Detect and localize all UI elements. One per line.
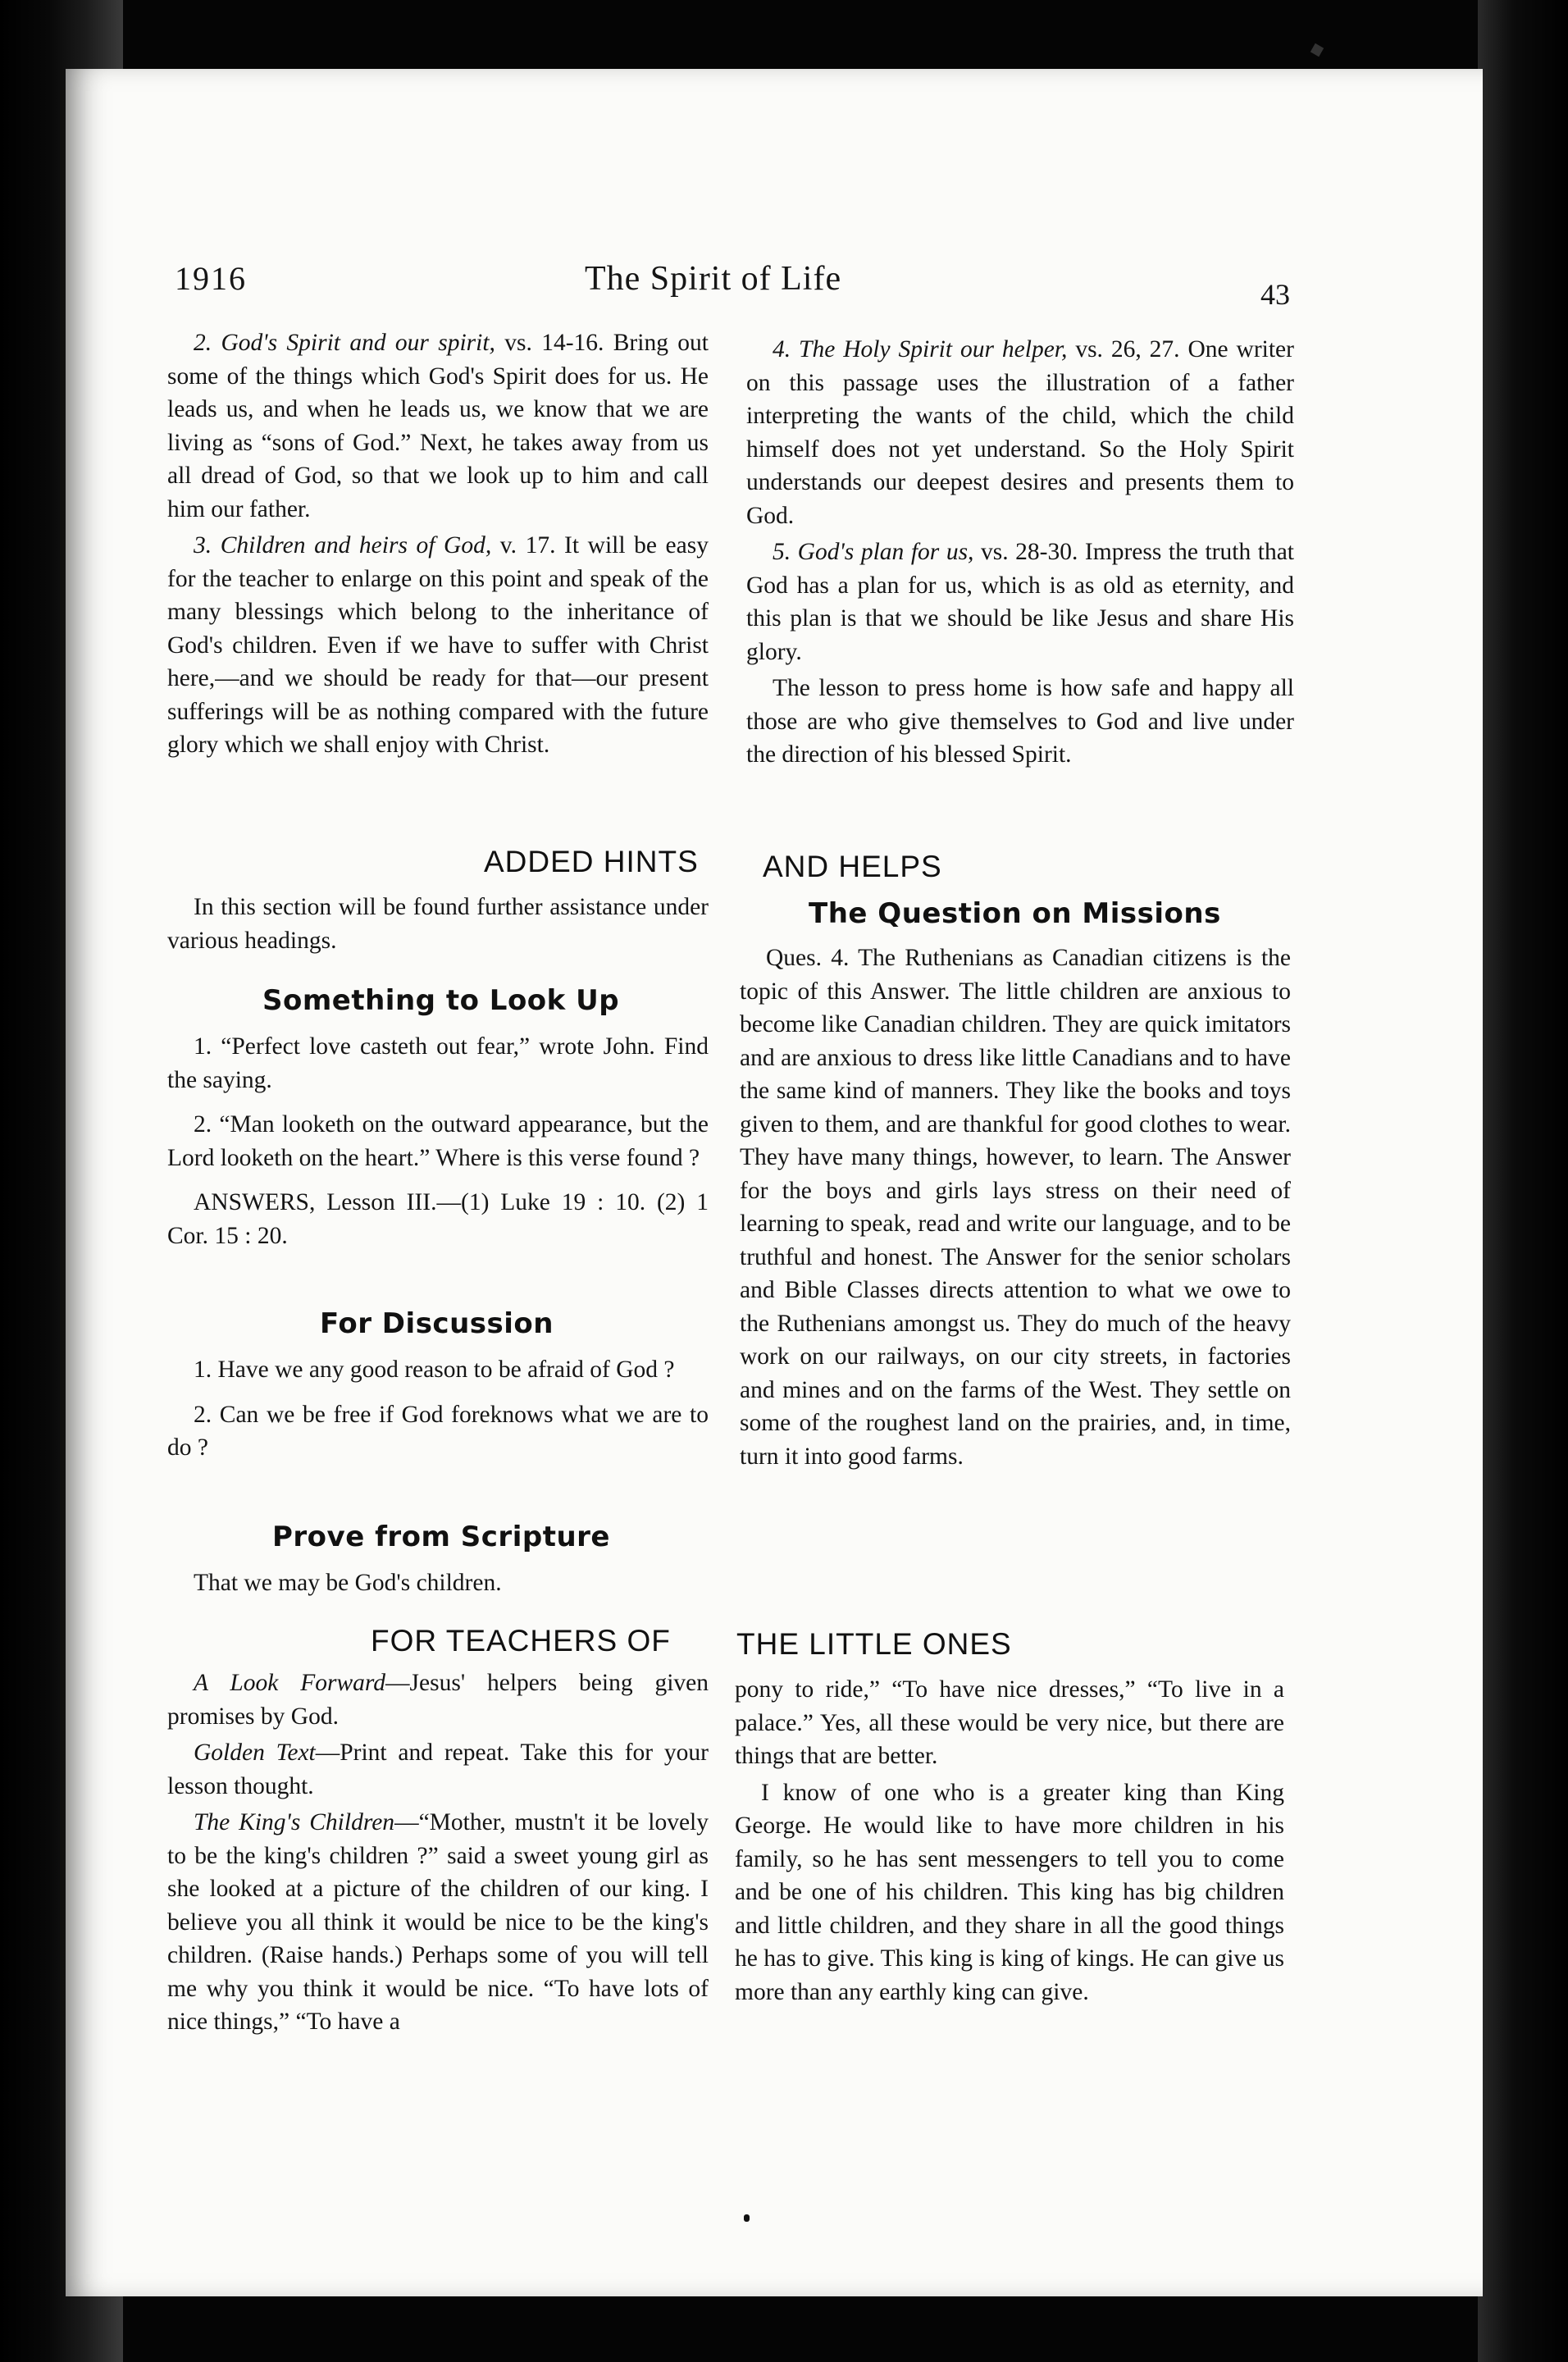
subheading-question-on-missions: The Question on Missions — [809, 897, 1221, 930]
paragraph-text: —Jesus' helpers being given promises by God. — [167, 1670, 709, 1730]
paragraph-greater-king: I know of one who is a greater king than King George. He would like to have more children in his family, so he has sent messengers to tell you to come and be one of his children. This king has big children and little children, and they share in all the good things he has to give. This king is king of kings. He can give us more than any earthly king can give. — [735, 1779, 1284, 2005]
subheading-for-discussion: For Discussion — [320, 1307, 554, 1340]
look-up-answers: ANSWERS, Lesson III.—(1) Luke 19 : 10. (2) 1 Cor. 15 : 20. — [167, 1189, 709, 1249]
little-ones-right-column — [735, 1673, 1284, 2009]
paragraph-text: —Print and repeat. Take this for your lesson thought. — [167, 1740, 709, 1799]
top-right-column — [746, 333, 1294, 772]
intro-text: In this section will be found further assistance under various headings. — [167, 894, 709, 954]
paragraph-italic-lead: 5. God's plan for us, — [773, 539, 974, 565]
paragraph-holy-spirit-helper — [746, 333, 1294, 532]
paragraph-golden-text — [167, 1736, 709, 1803]
paragraph-text: vs. 26, 27. One writer on this passage uses the illustration of a father interpreting the wants of the child, which the child himself does not yet understand. So the Holy Spirit understands our deepest desires and presents them to God. — [746, 336, 1294, 529]
paragraph-kings-children — [167, 1806, 709, 2039]
paragraph-italic-lead: 2. God's Spirit and our spirit, — [194, 330, 495, 356]
subheading-prove-from-scripture: Prove from Scripture — [272, 1521, 610, 1553]
paragraph-pony: pony to ride,” “To have nice dresses,” “To live in a palace.” Yes, all these would be very nice, but there are things that are better. — [735, 1676, 1284, 1769]
discussion-questions — [167, 1353, 709, 1465]
paragraph-gods-plan — [746, 536, 1294, 668]
top-left-column — [167, 326, 709, 762]
header-year: 1916 — [175, 260, 247, 297]
prove-text-block — [167, 1566, 709, 1600]
look-up-questions — [167, 1030, 709, 1252]
added-hints-intro — [167, 891, 709, 957]
paragraph-children-heirs — [167, 529, 709, 762]
paragraph-text: —“Mother, mustn't it be lovely to be the king's children ?” said a sweet young girl as she looked at a picture of the children of our king. I believe you all think it would be nice to be the king's children. (Raise hands.) Perhaps some of you will tell me why you think it would be nice. “To have lots of nice things,” “To have a — [167, 1809, 709, 2035]
discussion-q2: 2. Can we be free if God foreknows what we are to do ? — [167, 1401, 709, 1461]
section-heading-teachers-right: THE LITTLE ONES — [736, 1627, 1012, 1661]
look-up-q2: 2. “Man looketh on the outward appearance, but the Lord looketh on the heart.” Where is this verse found ? — [167, 1111, 709, 1171]
header-title: The Spirit of Life — [585, 260, 842, 298]
running-header — [175, 259, 1290, 317]
section-heading-added-hints-left: ADDED HINTS — [484, 845, 699, 878]
missions-text: Ques. 4. The Ruthenians as Canadian citizens is the topic of this Answer. The little children are anxious to become like Canadian children. They are quick imitators and are anxious to dress like little Canadians and to have the same kind of manners. They like the books and toys given to them, and are thankful for good clothes to wear. They have many things, however, to learn. The Answer for the boys and girls lays stress on their need of learning to speak, read and write our language, and to be truthful and honest. The Answer for the senior scholars and Bible Classes directs attention to what we owe to the Ruthenians amongst us. They do much of the heavy work on our railways, on our city streets, in factories and mines and on the farms of the West. They settle on some of the roughest land on the prairies, and, in time, turn it into good farms. — [740, 945, 1291, 1470]
missions-column — [740, 942, 1291, 1473]
paragraph-lesson-home: The lesson to press home is how safe and happy all those are who give themselves to God and live under the direction of his blessed Spirit. — [746, 675, 1294, 768]
paragraph-text: vs. 28-30. Impress the truth that God has a plan for us, which is as old as eternity, and this plan is that we should be like Jesus and share His glory. — [746, 539, 1294, 665]
paragraph-text: vs. 14-16. Bring out some of the things which God's Spirit does for us. He leads us, and when he leads us, we know that we are living as “sons of God.” Next, he takes away from us all dread of God, so that we look up to him and call him our father. — [167, 330, 709, 522]
section-heading-added-hints-right: AND HELPS — [763, 850, 942, 883]
subheading-something-to-look-up: Something to Look Up — [262, 984, 620, 1017]
paragraph-italic-lead: 3. Children and heirs of God, — [194, 532, 492, 559]
look-up-q1: 1. “Perfect love casteth out fear,” wrote John. Find the saying. — [167, 1033, 709, 1093]
prove-text: That we may be God's children. — [194, 1570, 502, 1596]
paragraph-italic-lead: Golden Text — [194, 1740, 316, 1766]
paragraph-italic-lead: The King's Children — [194, 1809, 395, 1835]
corner-mark — [1310, 43, 1324, 57]
discussion-q1: 1. Have we any good reason to be afraid of God ? — [194, 1357, 675, 1383]
book-right-edge — [1478, 0, 1568, 2362]
paragraph-text: v. 17. It will be easy for the teacher to enlarge on this point and speak of the many blessings which belong to the inheritance of God's children. Even if we have to suffer with Christ here,—and we should be ready for that—our present sufferings will be as nothing compared with the future glory which we shall enjoy with Christ. — [167, 532, 709, 758]
paragraph-italic-lead: A Look Forward — [194, 1670, 386, 1696]
paragraph-look-forward — [167, 1667, 709, 1733]
little-ones-left-column — [167, 1667, 709, 2039]
section-heading-teachers-left: FOR TEACHERS OF — [371, 1624, 671, 1658]
paragraph-gods-spirit — [167, 326, 709, 526]
page-number: 43 — [1260, 278, 1290, 311]
paragraph-italic-lead: 4. The Holy Spirit our helper, — [773, 336, 1068, 363]
page-speck — [744, 2214, 750, 2222]
